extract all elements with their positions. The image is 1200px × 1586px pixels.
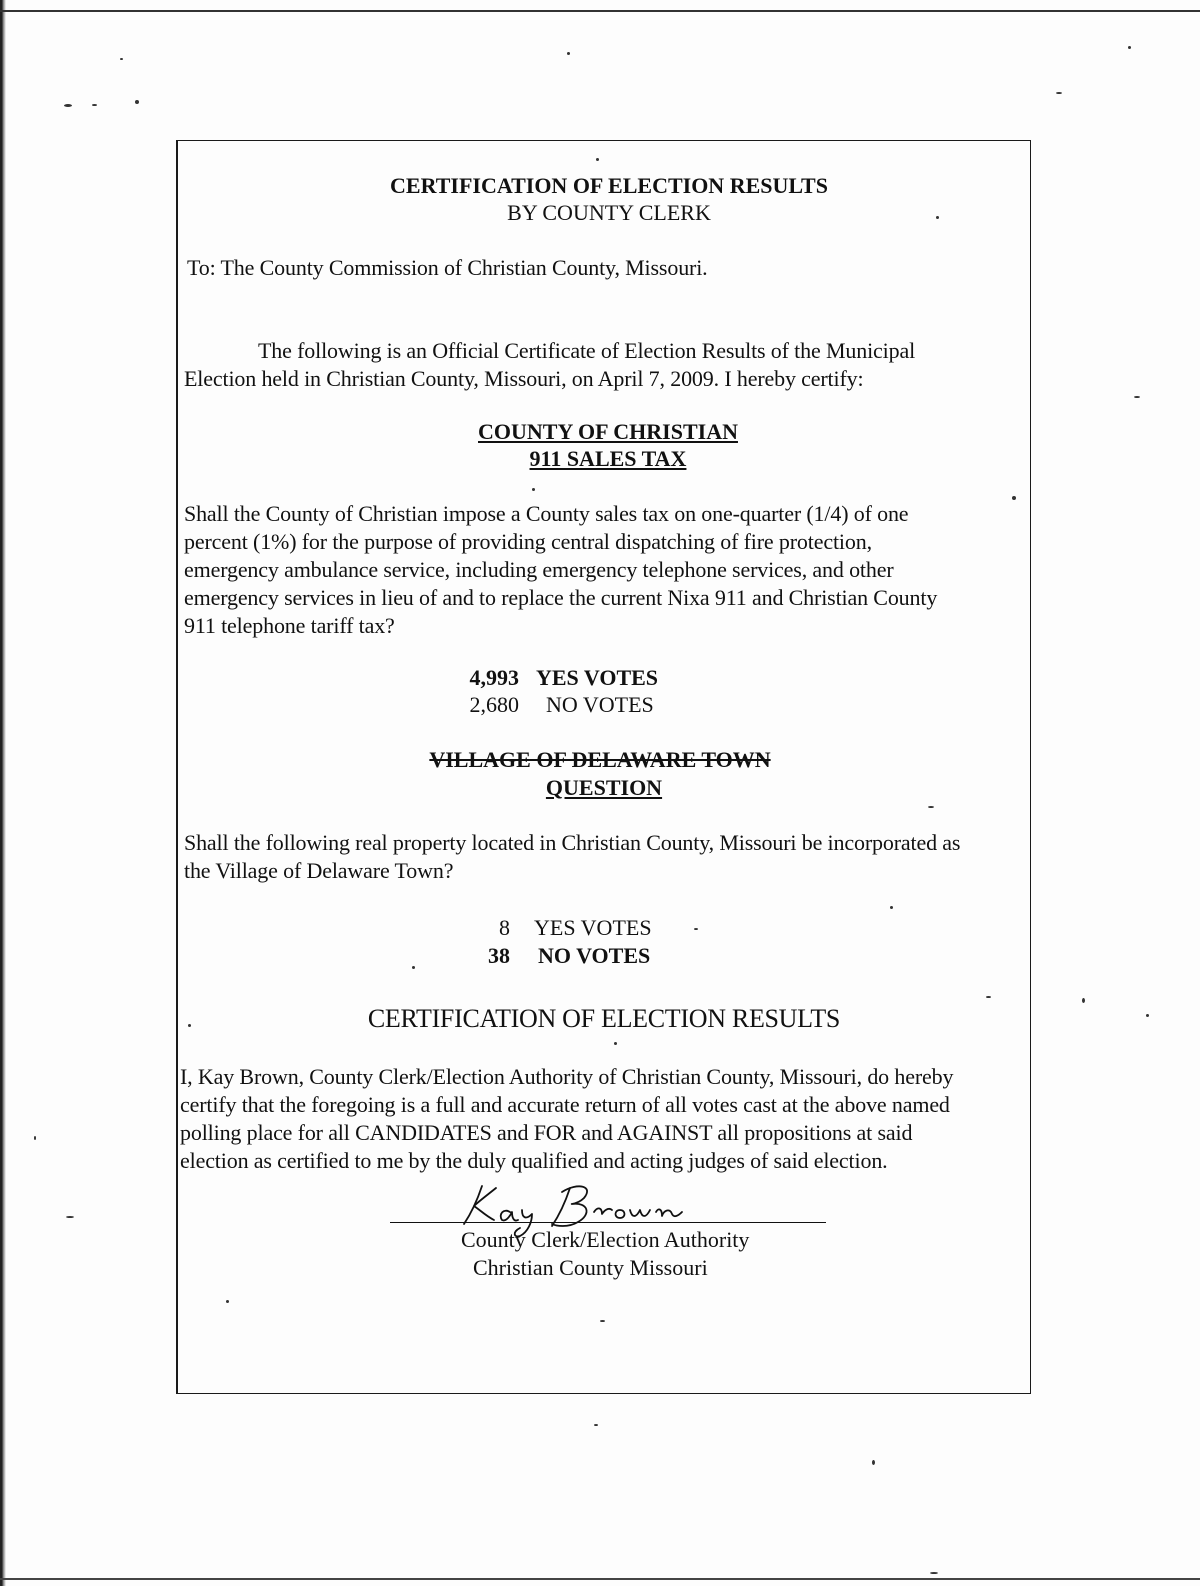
certification-statement-line: polling place for all CANDIDATES and FOR and AGAINST all propositions at said — [180, 1120, 913, 1145]
scan-speck — [66, 1216, 74, 1218]
signer-title: County Clerk/Election Authority — [461, 1227, 750, 1252]
measure-1-subtitle: 911 SALES TAX — [529, 446, 687, 471]
intro-line: The following is an Official Certificate of Election Results of the Municipal — [258, 338, 916, 363]
measure-1-question-line: percent (1%) for the purpose of providing central dispatching of fire protection, — [184, 529, 872, 554]
measure-1-yes-label: YES VOTES — [536, 665, 659, 690]
certification-statement-line: election as certified to me by the duly qualified and acting judges of said election. — [180, 1148, 888, 1173]
scan-speck — [930, 1572, 938, 1574]
scan-speck — [872, 1460, 875, 1465]
scan-left-edge — [0, 0, 6, 1586]
scan-speck — [92, 104, 97, 106]
intro-line: Election held in Christian County, Missouri, on April 7, 2009. I hereby certify: — [184, 366, 864, 391]
measure-1-question-line: emergency services in lieu of and to replace the current Nixa 911 and Christian County — [184, 585, 938, 610]
measure-2-yes-label: YES VOTES — [534, 915, 652, 940]
scan-speck — [34, 1136, 36, 1140]
measure-2-question-line: the Village of Delaware Town? — [184, 858, 454, 883]
document-heading: CERTIFICATION OF ELECTION RESULTS — [390, 173, 828, 198]
scan-speck — [567, 52, 570, 55]
scan-speck — [1128, 46, 1131, 49]
measure-1-no-label: NO VOTES — [546, 692, 654, 717]
measure-1-question-line: 911 telephone tariff tax? — [184, 613, 395, 638]
measure-1-question-line: Shall the County of Christian impose a County sales tax on one-quarter (1/4) of one — [184, 501, 909, 526]
certification-statement-line: I, Kay Brown, County Clerk/Election Authority of Christian County, Missouri, do hereby — [180, 1064, 954, 1089]
signer-location: Christian County Missouri — [473, 1255, 708, 1280]
scan-top-edge — [0, 10, 1200, 12]
measure-2-yes-count: 8 — [499, 915, 510, 940]
measure-2-title: VILLAGE OF DELAWARE TOWN — [429, 747, 771, 772]
signature-line — [390, 1222, 826, 1223]
document-subheading: BY COUNTY CLERK — [507, 200, 711, 225]
scan-bottom-edge — [0, 1578, 1200, 1580]
certification-statement-line: certify that the foregoing is a full and accurate return of all votes cast at the above named — [180, 1092, 950, 1117]
measure-1-title: COUNTY OF CHRISTIAN — [478, 419, 738, 444]
scan-speck — [135, 100, 139, 104]
certification-heading: CERTIFICATION OF ELECTION RESULTS — [367, 1004, 841, 1033]
scan-speck — [1134, 396, 1140, 398]
measure-1-question-line: emergency ambulance service, including emergency telephone services, and other — [184, 557, 894, 582]
scan-speck — [594, 1424, 598, 1426]
scan-speck — [1146, 1014, 1149, 1017]
measure-1-yes-count: 4,993 — [469, 665, 519, 690]
measure-2-subtitle: QUESTION — [545, 775, 663, 800]
measure-2-no-count: 38 — [488, 943, 510, 968]
scan-speck — [1056, 92, 1062, 94]
measure-2-question-line: Shall the following real property located in Christian County, Missouri be incorporated as — [184, 830, 961, 855]
measure-2-no-label: NO VOTES — [538, 943, 651, 968]
measure-1-no-count: 2,680 — [469, 692, 519, 717]
scan-speck — [64, 104, 72, 107]
scan-speck — [1082, 998, 1085, 1003]
addressee-line: To: The County Commission of Christian County, Missouri. — [187, 255, 708, 280]
scan-speck — [120, 58, 123, 60]
